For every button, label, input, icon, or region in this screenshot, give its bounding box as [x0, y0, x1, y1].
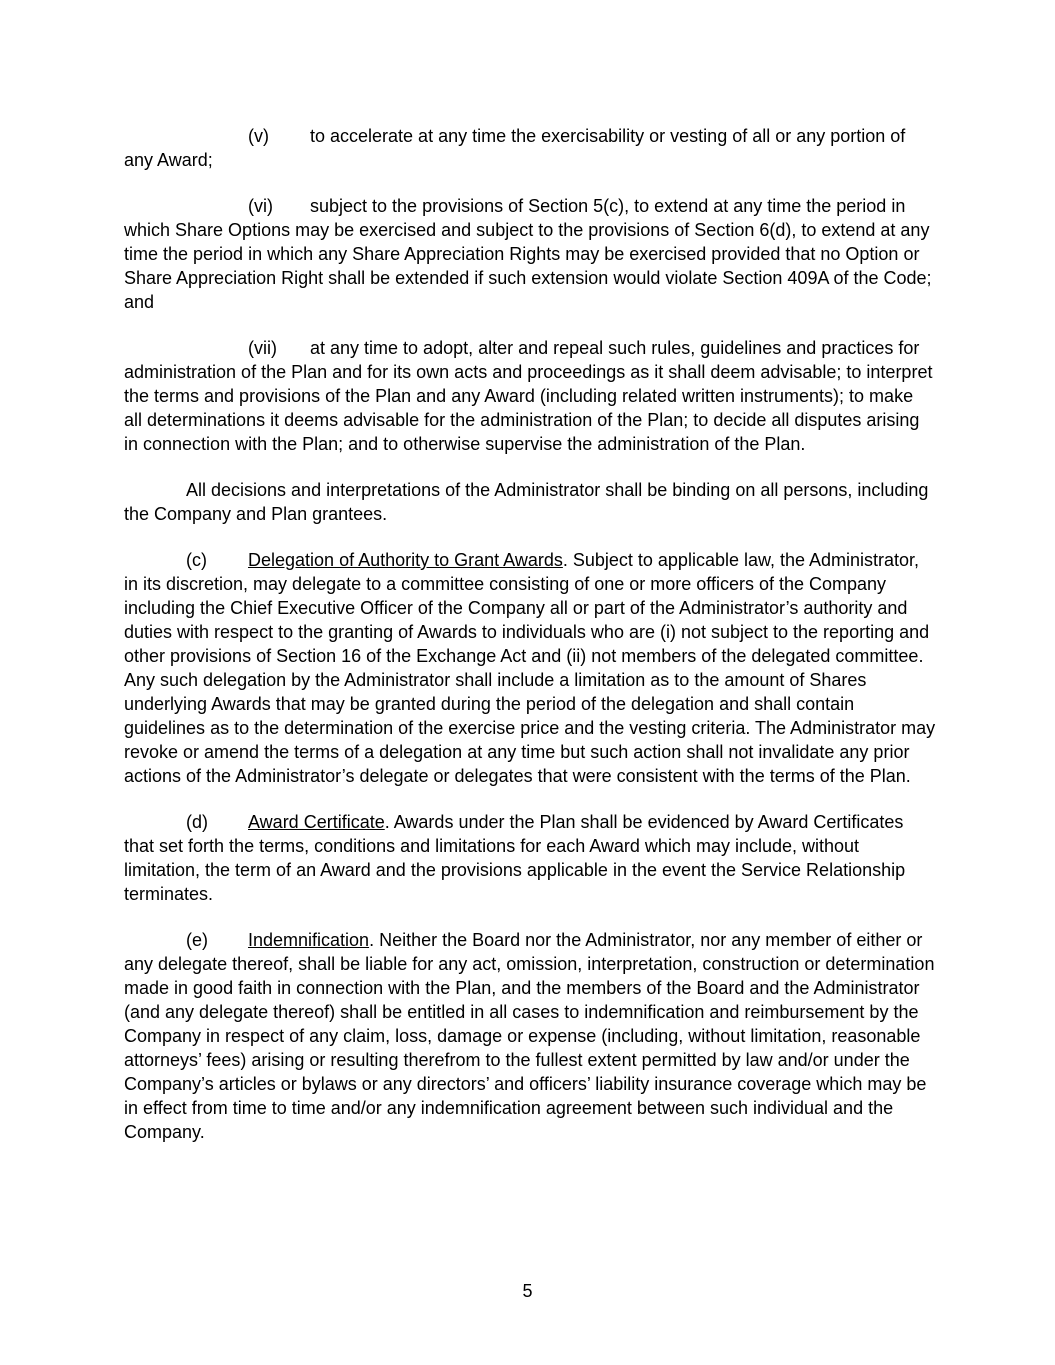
section-heading: Indemnification [248, 930, 370, 950]
page-number: 5 [522, 1281, 533, 1301]
section-number: (d) [186, 812, 208, 832]
section-heading: Delegation of Authority to Grant Awards [248, 550, 563, 570]
section-text: . Awards under the Plan shall be evidenced by Award Certificates that set forth the terms, conditions and limitations for each Award which may include, without limitation, the term of an Award and the provisions applicable in the event the Service Relationship terminates. [124, 812, 906, 904]
paragraph-v [124, 124, 936, 172]
section-number: (c) [186, 550, 207, 570]
document-page [124, 124, 936, 1166]
paragraph-number: (vii) [248, 338, 277, 358]
paragraph-text: to accelerate at any time the exercisability or vesting of all or any portion of any Award; [124, 126, 906, 170]
paragraph-number: (vi) [248, 196, 273, 216]
paragraph-vi [124, 194, 936, 314]
section-e-indemnification [124, 928, 936, 1144]
paragraph-text: at any time to adopt, alter and repeal such rules, guidelines and practices for administration of the Plan and for its own acts and proceedings as it shall deem advisable; to interpret the terms and provisions of the Plan and any Award (including related written instruments); to make all determinations it deems advisable for the administration of the Plan; to decide all disputes arising in connection with the Plan; and to otherwise supervise the administration of the Plan. [124, 338, 933, 454]
section-text: . Neither the Board nor the Administrator, nor any member of either or any delegate thereof, shall be liable for any act, omission, interpretation, construction or determination made in good faith in connection with the Plan, and the members of the Board and the Administrator (and any delegate thereof) shall be entitled in all cases to indemnification and reimbursement by the Company in respect of any claim, loss, damage or expense (including, without limitation, reasonable attorneys’ fees) arising or resulting therefrom to the fullest extent permitted by law and/or under the Company’s articles or bylaws or any directors’ and officers’ liability insurance coverage which may be in effect from time to time and/or any indemnification agreement between such individual and the Company. [124, 930, 935, 1142]
paragraph-text: All decisions and interpretations of the Administrator shall be binding on all persons, including the Company and Plan grantees. [124, 480, 929, 524]
section-number: (e) [186, 930, 208, 950]
paragraph-text: subject to the provisions of Section 5(c), to extend at any time the period in which Share Options may be exercised and subject to the provisions of Section 6(d), to extend at any time the period in which any Share Appreciation Rights may be exercised provided that no Option or Share Appreciation Right shall be extended if such extension would violate Section 409A of the Code; and [124, 196, 932, 312]
paragraph-decisions [124, 478, 936, 526]
paragraph-vii [124, 336, 936, 456]
paragraph-number: (v) [248, 126, 269, 146]
section-c-delegation [124, 548, 936, 788]
section-d-award-certificate [124, 810, 936, 906]
section-heading: Award Certificate [248, 812, 385, 832]
section-text: . Subject to applicable law, the Administrator, in its discretion, may delegate to a committee consisting of one or more officers of the Company including the Chief Executive Officer of the Company all or part of the Administrator’s authority and duties with respect to the granting of Awards to individuals who are (i) not subject to the reporting and other provisions of Section 16 of the Exchange Act and (ii) not members of the delegated committee. Any such delegation by the Administrator shall include a limitation as to the amount of Shares underlying Awards that may be granted during the period of the delegation and shall contain guidelines as to the determination of the exercise price and the vesting criteria. The Administrator may revoke or amend the terms of a delegation at any time but such action shall not invalidate any prior actions of the Administrator’s delegate or delegates that were consistent with the terms of the Plan. [124, 550, 936, 786]
